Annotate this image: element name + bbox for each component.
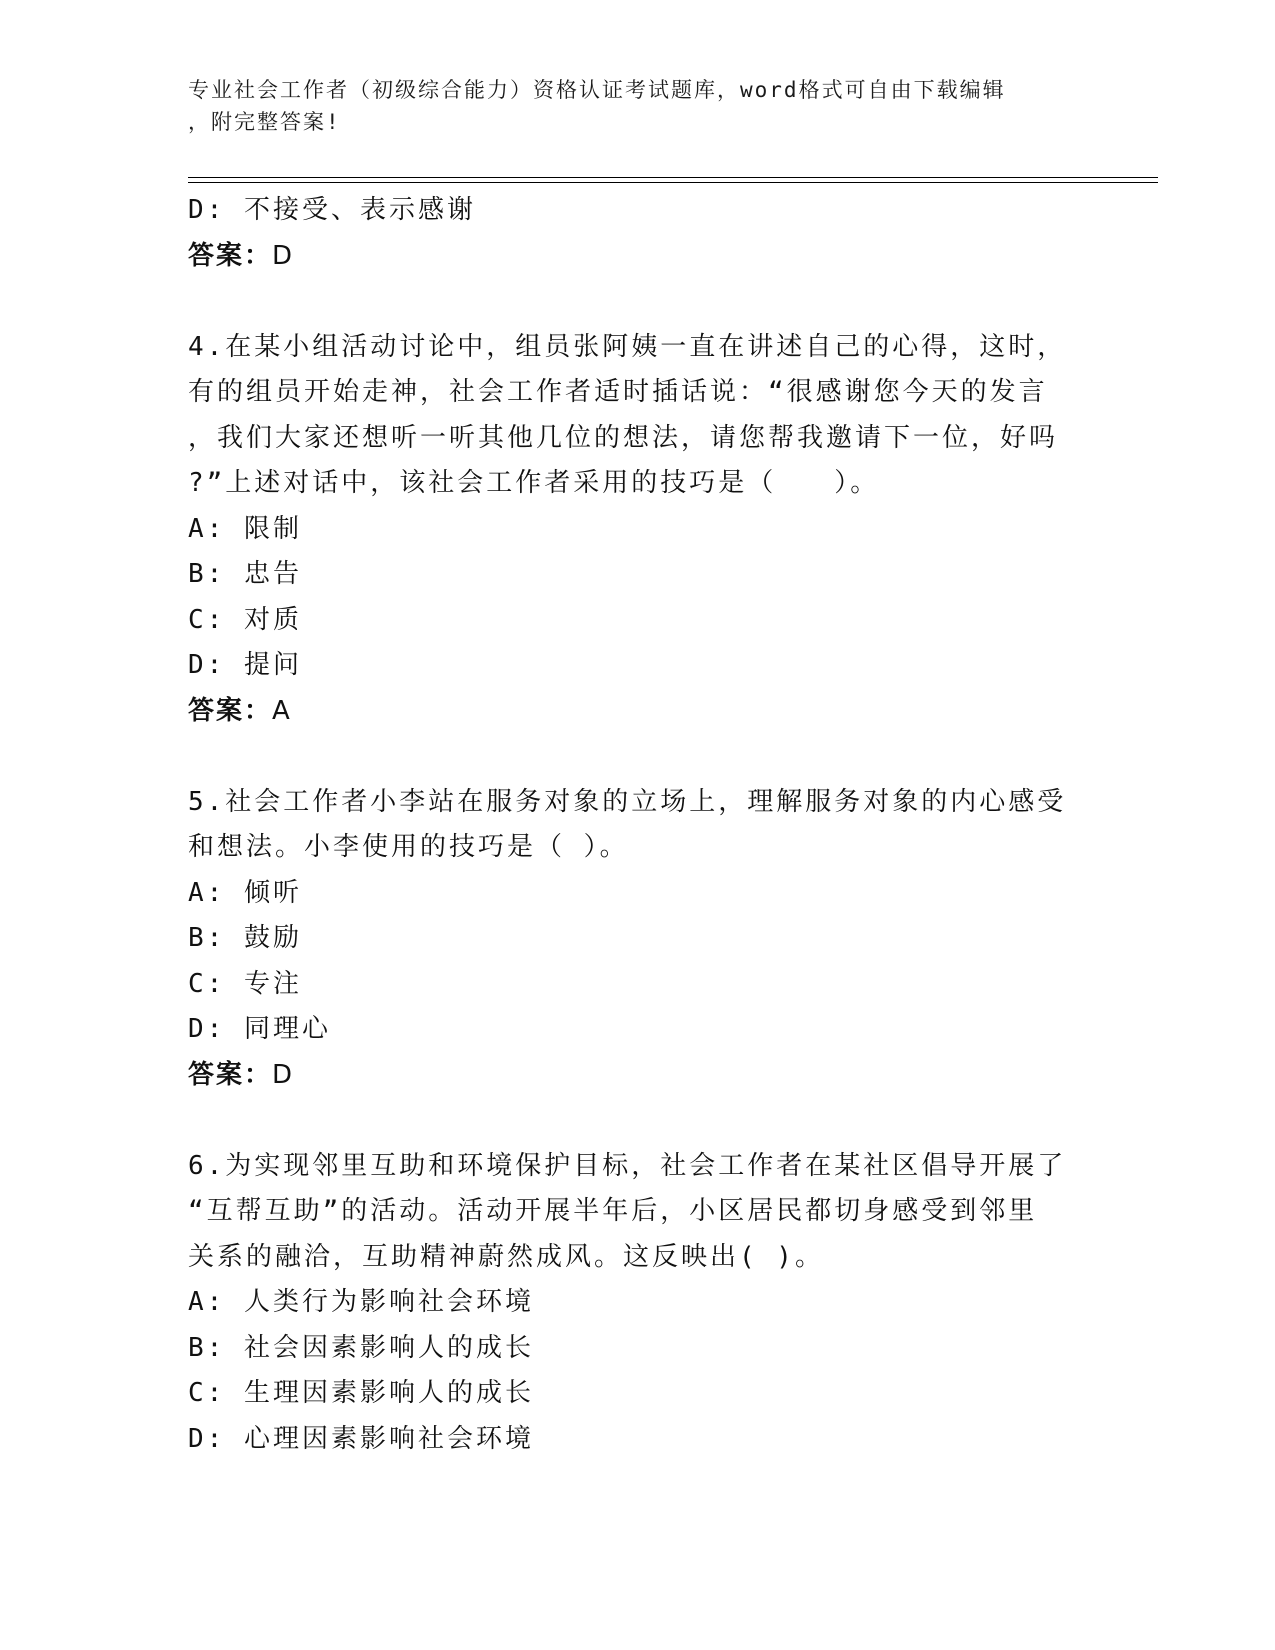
header-line-2: ，附完整答案! [188, 110, 341, 134]
answer-label: 答案： [188, 1059, 273, 1090]
document-body [188, 188, 1068, 1462]
question-stem-line: ?”上述对话中，该社会工作者采用的技巧是（ ）。 [188, 468, 880, 498]
question-stem-line: 关系的融洽，互助精神蔚然成风。这反映出( )。 [188, 1241, 824, 1272]
question-stem-line: 和想法。小李使用的技巧是（ ）。 [188, 832, 629, 862]
answer-value: D [272, 240, 295, 271]
header-divider-top [188, 177, 1158, 178]
question-stem-line: 有的组员开始走神，社会工作者适时插话说：“很感谢您今天的发言 [188, 377, 1048, 407]
option-b: B: 鼓励 [188, 923, 302, 953]
answer-label: 答案： [188, 695, 273, 726]
option-d: D: 提问 [188, 650, 302, 680]
question-stem-line: “互帮互助”的活动。活动开展半年后，小区居民都切身感受到邻里 [188, 1196, 1038, 1226]
question-stem-line: 6.为实现邻里互助和环境保护目标，社会工作者在某社区倡导开展了 [188, 1150, 1067, 1181]
option-d: D: 心理因素影响社会环境 [188, 1423, 534, 1454]
spacer [188, 734, 1068, 780]
header-divider-bottom [188, 182, 1158, 183]
answer-label: 答案： [188, 240, 273, 271]
option-c: C: 对质 [188, 604, 302, 635]
answer-line [188, 1053, 1068, 1099]
answer-value: D [272, 1059, 295, 1090]
option-c: C: 生理因素影响人的成长 [188, 1378, 534, 1408]
question-stem-line: ，我们大家还想听一听其他几位的想法，请您帮我邀请下一位，好吗 [188, 422, 1059, 453]
option-a: A: 人类行为影响社会环境 [188, 1287, 534, 1317]
spacer [188, 279, 1068, 325]
document-header [188, 74, 1068, 138]
option-d: D: 不接受、表示感谢 [188, 195, 476, 225]
header-line-1: 专业社会工作者（初级综合能力）资格认证考试题库，word格式可自由下载编辑 [188, 78, 1006, 102]
option-b: B: 忠告 [188, 559, 302, 589]
option-a: A: 限制 [188, 513, 302, 544]
question-4 [188, 325, 1068, 735]
question-5 [188, 780, 1068, 1099]
option-d: D: 同理心 [188, 1014, 331, 1044]
answer-line [188, 234, 1068, 280]
option-a: A: 倾听 [188, 877, 302, 908]
option-b: B: 社会因素影响人的成长 [188, 1332, 534, 1363]
question-stem-line: 4.在某小组活动讨论中，组员张阿姨一直在讲述自己的心得，这时， [188, 331, 1067, 362]
question-6 [188, 1144, 1068, 1463]
question-3-tail [188, 188, 1068, 279]
answer-value: A [272, 695, 292, 726]
answer-line [188, 689, 1068, 735]
option-c: C: 专注 [188, 968, 302, 999]
spacer [188, 1098, 1068, 1144]
question-stem-line: 5.社会工作者小李站在服务对象的立场上，理解服务对象的内心感受 [188, 786, 1067, 817]
